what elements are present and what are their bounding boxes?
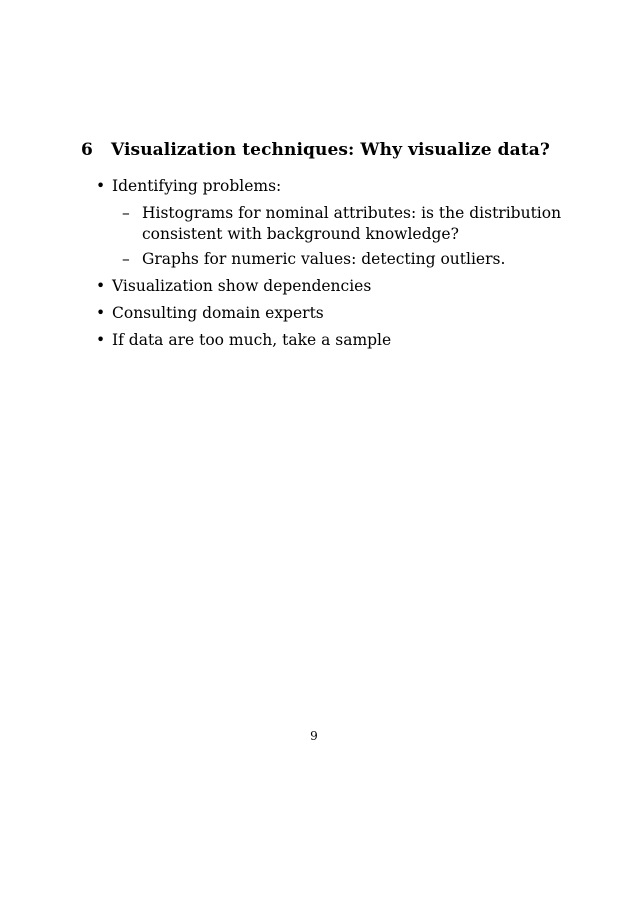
page-number: 9 bbox=[310, 729, 318, 743]
list-item bbox=[96, 330, 566, 351]
bullet-icon: • bbox=[96, 331, 106, 349]
list-item-text: If data are too much, take a sample bbox=[112, 331, 392, 349]
list-item-text: Consulting domain experts bbox=[112, 304, 324, 322]
sub-list-item-text: Histograms for nominal attributes: is the distribution consistent with background knowledge? bbox=[142, 204, 562, 243]
section-heading bbox=[81, 140, 550, 160]
bullet-icon: • bbox=[96, 277, 106, 295]
bullet-icon: • bbox=[96, 304, 106, 322]
bullet-icon: • bbox=[96, 177, 106, 195]
section-number: 6 bbox=[81, 140, 93, 160]
section-title: Visualization techniques: Why visualize data? bbox=[111, 140, 550, 160]
dash-icon: – bbox=[122, 204, 130, 222]
sub-list-item bbox=[122, 249, 566, 270]
bullet-list bbox=[96, 176, 566, 357]
dash-icon: – bbox=[122, 250, 130, 268]
list-item bbox=[96, 303, 566, 324]
sub-list-item bbox=[122, 203, 562, 245]
sub-list bbox=[122, 203, 566, 270]
list-item-text: Visualization show dependencies bbox=[112, 277, 372, 295]
list-item bbox=[96, 276, 566, 297]
sub-list-item-text: Graphs for numeric values: detecting outliers. bbox=[142, 250, 506, 268]
list-item-text: Identifying problems: bbox=[112, 177, 282, 195]
list-item bbox=[96, 176, 566, 270]
